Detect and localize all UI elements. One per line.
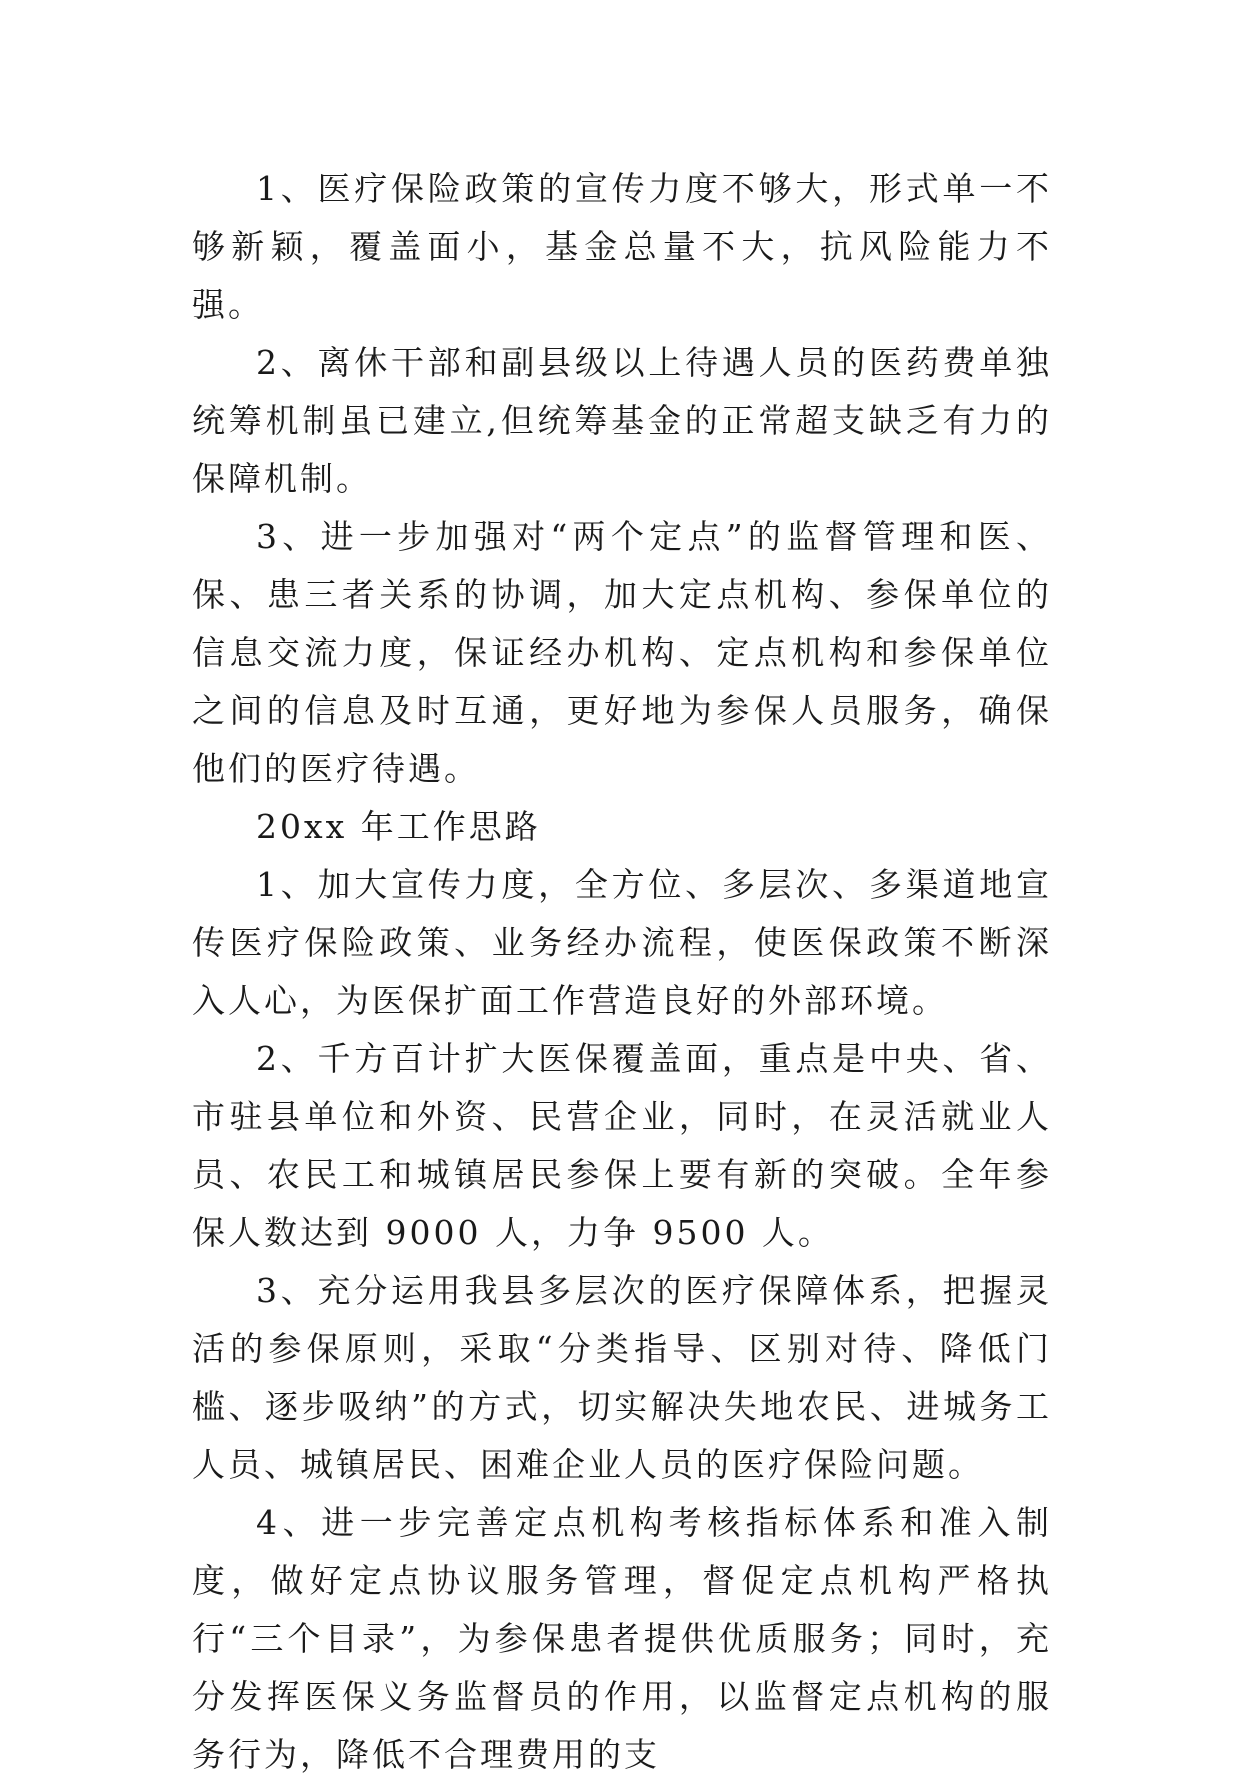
paragraph-plan-2: 2、千方百计扩大医保覆盖面，重点是中央、省、市驻县单位和外资、民营企业，同时，在灵活就业人员、农民工和城镇居民参保上要有新的突破。全年参保人数达到 9000 人，力争 9500 人。 [192,1039,1052,1252]
paragraph-plan-4: 4、进一步完善定点机构考核指标体系和准入制度，做好定点协议服务管理，督促定点机构严格执行“三个目录”，为参保患者提供优质服务；同时，充分发挥医保义务监督员的作用，以监督定点机构的服务行为，降低不合理费用的支 [192,1503,1052,1774]
paragraph-plan-1: 1、加大宣传力度，全方位、多层次、多渠道地宣传医疗保险政策、业务经办流程，使医保政策不断深入人心，为医保扩面工作营造良好的外部环境。 [192,865,1052,1020]
paragraph-problem-2: 2、离休干部和副县级以上待遇人员的医药费单独统筹机制虽已建立,但统筹基金的正常超支缺乏有力的保障机制。 [192,343,1052,498]
paragraph-problem-1: 1、医疗保险政策的宣传力度不够大，形式单一不够新颖，覆盖面小，基金总量不大，抗风险能力不强。 [192,169,1052,324]
paragraph-problem-3: 3、进一步加强对“两个定点”的监督管理和医、保、患三者关系的协调，加大定点机构、参保单位的信息交流力度，保证经办机构、定点机构和参保单位之间的信息及时互通，更好地为参保人员服务，确保他们的医疗待遇。 [192,517,1052,788]
document-body [192,160,1052,1784]
section-heading-work-plan: 20xx 年工作思路 [256,807,541,846]
paragraph-plan-3: 3、充分运用我县多层次的医疗保障体系，把握灵活的参保原则，采取“分类指导、区别对待、降低门槛、逐步吸纳”的方式，切实解决失地农民、进城务工人员、城镇居民、困难企业人员的医疗保险问题。 [192,1271,1052,1484]
